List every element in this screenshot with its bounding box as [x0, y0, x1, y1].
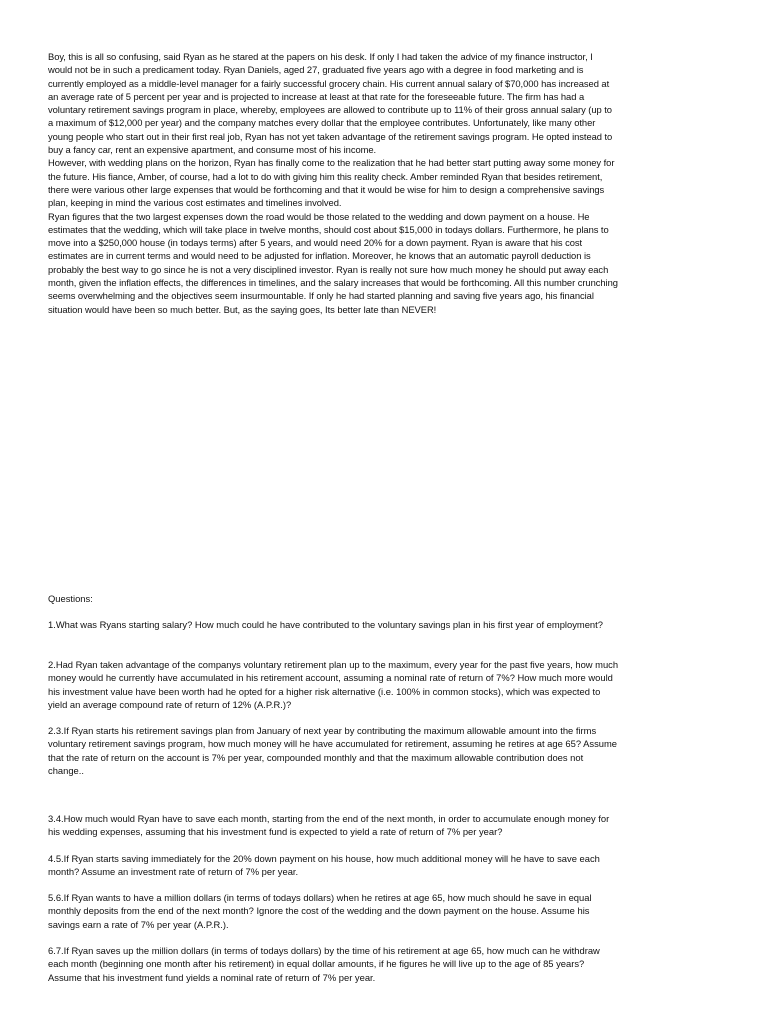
question-1: 1.What was Ryans starting salary? How much could he have contributed to the voluntary savings plan in his first year of employment?: [48, 619, 603, 630]
case-story: [48, 50, 618, 316]
story-paragraph-3: Ryan figures that the two largest expenses down the road would be those related to the wedding and down payment on a house. He estimates that the wedding, which will take place in twelve months, should cost about $15,000 in todays dollars. Furthermore, he plans to move into a $250,000 house (in todays terms) after 5 years, and would need 20% for a down payment. Ryan is aware that his cost estimates are in current terms and would need to be adjusted for inflation. Moreover, he knows that an automatic payroll deduction is probably the best way to go since he is not a very disciplined investor. Ryan is really not sure how much money he should put away each month, given the inflation effects, the differences in timelines, and the salary increases that would be forthcoming. All this number crunching seems overwhelming and the objectives seem insurmountable. If only he had started planning and saving five years ago, his financial situation would have been so much better. But, as the saying goes, Its better late than NEVER!: [48, 210, 618, 315]
question-3: 2.3.If Ryan starts his retirement savings plan from January of next year by contributing the maximum allowable amount into the firms voluntary retirement savings program, how much money will he have accumulated for retirement, assuming he retires at age 65? Assume that the rate of return on the account is 7% per year, compounded monthly and that the maximum allowable contribution does not change..: [48, 725, 618, 776]
questions-heading: Questions:: [48, 593, 93, 604]
question-2: 2.Had Ryan taken advantage of the companys voluntary retirement plan up to the maximum, every year for the past five years, how much money would he currently have accumulated in his retirement account, assuming a nominal rate of return of 7%? How much more would his investment value have been worth had he opted for a higher risk alternative (i.e. 100% in common stocks), which was expected to yield an average compound rate of return of 12% (A.P.R.)?: [48, 659, 619, 710]
story-paragraph-2: However, with wedding plans on the horizon, Ryan has finally come to the realization that he had better start putting away some money for the future. His fiance, Amber, of course, had a lot to do with giving him this reality check. Amber reminded Ryan that besides retirement, there were various other large expenses that would be forthcoming and that it would be wise for him to design a comprehensive savings plan, keeping in mind the various cost estimates and timelines involved.: [48, 157, 615, 209]
question-6: 5.6.If Ryan wants to have a million dollars (in terms of todays dollars) when he retires at age 65, how much should he save in equal monthly deposits from the end of the next month? Ignore the cost of the wedding and the down payment on the house. Assume his savings earn a rate of 7% per year (A.P.R.).: [48, 892, 592, 930]
question-5: 4.5.If Ryan starts saving immediately for the 20% down payment on his house, how much additional money will he have to save each month? Assume an investment rate of return of 7% per year.: [48, 853, 600, 878]
story-paragraph-1: Boy, this is all so confusing, said Ryan as he stared at the papers on his desk. If only I had taken the advice of my finance instructor, I would not be in such a predicament today. Ryan Daniels, aged 27, graduated five years ago with a degree in food marketing and is currently employed as a middle-level manager for a fairly successful grocery chain. His current annual salary of $70,000 has increased at an average rate of 5 percent per year and is projected to increase at least at that rate for the foreseeable future. The firm has had a voluntary retirement savings program in place, whereby, employees are allowed to contribute up to 11% of their gross annual salary (up to a maximum of $12,000 per year) and the company matches every dollar that the employee contributes. Unfortunately, like many other young people who start out in their first real job, Ryan has not yet taken advantage of the retirement savings program. He opted instead to buy a fancy car, rent an expensive apartment, and consume most of his income.: [48, 51, 613, 156]
question-7: 6.7.If Ryan saves up the million dollars (in terms of todays dollars) by the time of his retirement at age 65, how much can he withdraw each month (beginning one month after his retirement) in equal dollar amounts, if he figures he will live up to the age of 85 years? Assume that his investment fund yields a nominal rate of return of 7% per year.: [48, 945, 600, 983]
question-4: 3.4.How much would Ryan have to save each month, starting from the end of the next month, in order to accumulate enough money for his wedding expenses, assuming that his investment fund is expected to yield a rate of return of 7% per year?: [48, 813, 610, 838]
